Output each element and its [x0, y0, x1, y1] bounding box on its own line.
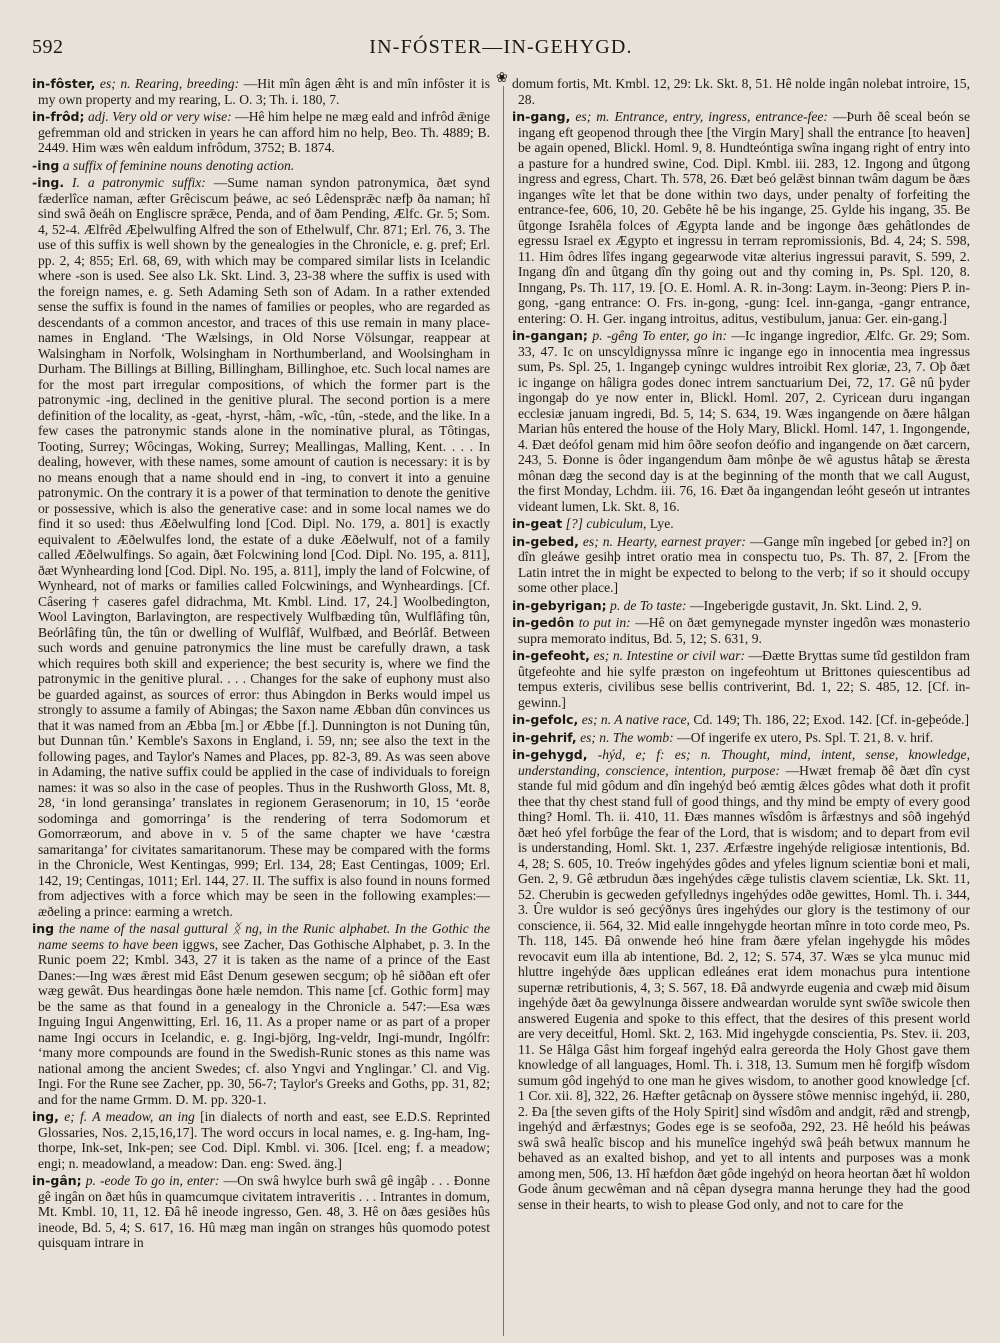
entry-headword: ing,: [32, 1109, 59, 1124]
entry-text: Cd. 149; Th. 186, 22; Exod. 142. [Cf. in-geþeóde.]: [693, 712, 970, 727]
entry-text: —Of ingerife ex utero, Ps. Spl. T. 21, 8. v. hrif.: [677, 729, 934, 745]
entry-text: —Hit mîn âgen æ̂ht is and mîn infôster it is my own property and my rearing, L. O. 3; Th. i. 180, 7.: [38, 76, 490, 107]
entry-grammar: to put in:: [578, 615, 631, 630]
dictionary-entry: [32, 1173, 490, 1251]
entry-headword: in-frôd;: [32, 109, 85, 124]
entry-grammar: es; m. Entrance, entry, ingress, entrance-fee:: [575, 109, 828, 124]
entry-grammar: [?] cubiculum,: [565, 516, 647, 531]
dictionary-entry: [512, 109, 970, 326]
dictionary-entry: [32, 76, 490, 107]
entry-headword: -ing: [32, 157, 60, 173]
entry-headword: in-gefolc,: [512, 712, 579, 727]
entry-headword: in-gedôn: [512, 615, 575, 630]
entry-headword: in-geat: [512, 516, 563, 531]
entry-grammar: -hýd, e; f: es; n. Thought, mind, intent, sense, knowledge, understanding, conscience, intention, purpose:: [518, 747, 970, 778]
page-header: [32, 36, 970, 72]
entry-grammar: adj. Very old or very wise:: [87, 109, 232, 124]
printer-mark-icon: ❀: [496, 71, 508, 86]
dictionary-entry: [32, 921, 490, 1107]
entry-text: [in dialects of north and east, see E.D.S. Reprinted Glossaries, Nos. 2,15,16,17]. The word occurs in local names, e. g. Ing-ham, Ing-thorpe, Ink-set, Ink-pen; see Cod. Dipl. Kmbl. vi. 306. [Icel. eng; f. a meadow; engi; n. meadowland, a meadow: Dan. eng: Swed. äng.]: [38, 1109, 490, 1171]
entry-text: iggws, see Zacher, Das Gothische Alphabet, p. 3. In the Runic poem 22; Kmbl. 343, 27 it is taken as the name of a prince of the East Danes:—Ing wæs ǣrest mid Eâst Denum gesewen secgum; oþ hê siððan eft ofer wæg gewât. Ðus heardingas ðone hæle nemdon. This name [cf. Gothic form] may be the same as that found in a genealogy in the Chronicle a. 547:—Esa wæs Inguing Ingui Angenwitting, Erl. 16, 11. As a proper name or as part of a proper name Ingi occurs in Icelandic, e. g. Ingi-björg, Ing-veldr, Ingi-mundr, Ingólfr: ‘many more compounds are found in the Swedish-Runic stones as this name was national among the ancient Swedes; cf. also Yngvi and Ynglingar.’ Cl. and Vig. Ingi. For the Rune see Zacher, pp. 30, 56-7; Taylor's Greeks and Goths, pp. 31, 82; and for the name Grmm. D. M. pp. 320-1.: [38, 936, 490, 1107]
dictionary-entry: [512, 516, 970, 532]
entry-grammar: I. a patronymic suffix:: [71, 175, 206, 190]
entry-headword: in-gang,: [512, 109, 571, 124]
entry-headword: in-gebed,: [512, 533, 579, 549]
entry-text: —Ic ingange ingredior, Ælfc. Gr. 29; Som. 33, 47. Ic on unscyldignyssa mînre ic ingange ego in innocentia mea ingressus sum, Ps. Spl. 25, 1. Ingangeþ cyningc wuldres introibit Rex gloriæ, 23, 7. Oþ ðæt ic ingange on hâligra godes donec intrem sanctuarium Dei, 72, 17. Gê nû þyder ingongaþ do ye now enter in, Blickl. Homl. 207, 2. Cyricean duru ingangan ecclesiæ januam ingredi, Bd. 5, 14; S. 634, 19. Wæs ingangende on ðære hâlgan Marian hûs entered the house of the Holy Mary, Blickl. Homl. 147, 1. Ingongende, 4. Ðæt deófol genam mid him ôðre seofon deófio and ingangende on ðæt carcern, 243, 5. Ðonne is ôder ingangendum ðam mônþe ðe wê agustus hâtaþ se ǣresta mônan dæg the second day is at the beginning of the month that we call August, the first Monday, Lchdm. iii. 76, 16. Ðæt ða ingangendan leóht geseón ut intrantes videant lumen, Lk. Skt. 8, 16.: [518, 328, 970, 514]
entry-text: —Gange mîn ingebed [or gebed in?] on dîn gleáwe gesihþ intret oratio mea in conspectu tuo, Ps. Th. 87, 2. [From the Latin intret the in might be expected to belong to the verb; if so it should occupy some other place.]: [518, 533, 970, 595]
entry-headword: in-gangan;: [512, 328, 588, 343]
dictionary-entry: [32, 1109, 490, 1171]
entry-headword: ing: [32, 921, 55, 936]
dictionary-entry: [32, 109, 490, 156]
entry-text: —Sume naman syndon patronymica, ðæt synd fæderlîce naman, æfter Grêciscum þeáwe, ac seó Lêdensprǣc næfþ ða naman; hî sind swâ ðeáh on Engliscre sprǣce, Penda, and of ðam Pending, Ælfc. Gr. 5; Som. 4, 52-4. Ælfrêd Æþelwulfing Alfred the son of Ethelwulf, Chr. 871; Erl. 76, 3. The use of this suffix is well shown by the genealogies in the Chronicle, e. g. pref; Erl. pp. 2, 4; 855; Erl. 68, 69, with which may be compared similar lists in Icelandic where -son is used. See also Lk. Skt. Lind. 3, 23-38 where the suffix is used with the foreign names, e. g. Seth Adaming Seth son of Adam. In a rather extended sense the suffix is found in the names of families or peoples, who are regarded as descendants of a common ancestor, and traces of this use remain in many place-names in England. ‘The Wælsings, in Old Norse Völsungar, reappear at Walsingham in Norfolk, Wolsingham in Northumberland, and Woolsingham in Durham. The Billings at Billing, Billingham, Billinghoe, etc. Such local names are for the most part irregular compositions, of which the former part is the patronymic -ing, declined in the genitive plural. The second portion is a mere definition of the locality, as -geat, -hyrst, -hâm, -wîc, -tûn, -stede, and the like. In a few cases the patronymic stands alone in the nominative plural, as Tôtingas, Tooting, Surrey; Wôcingas, Woking, Surrey; Meallingas, Malling, Kent. . . . In dealing, however, with these names, some amount of caution is necessary: it is by no means enough that a name should end in -ing, to convert it into a genuine patronymic. On the contrary it is a power of that termination to denote the genitive or possessive, which is also the generative case: and in some local names we do find it so used: thus Æðelwulfing lond [Cod. Dipl. No. 179, a. 801] is exactly equivalent to Æðelwulfes lond, the estate of a duke Æðelwulf, not of a family called Æðelwulfings. So again, ðæt Folcwining lond [Cod. Dipl. No. 195, a. 811], ðæt Wynhearding lond [Cod. Dipl. No. 195, a. 811], imply the land of Folcwine, of Wynheard, not of marks or families called Folcwinings, and Wynheardings. [Cf. Câsering † caseres gafel didrachma, Mt. Kmbl. Lind. 17, 24.] Woolbedington, Wool Lavington, Barlavington, are respectively Wulfbæding tûn, Wulflâfing tûn, Beórlâfing tûn, the tûn or dwelling of Wulflâf, Wulfbæd, and Beórlâf. Between such words and genuine patronymics the line must be carefully drawn, a task which requires both skill and experience; the best security is, where we find the patronymic in the genitive plural. . . . Changes for the sake of euphony must also be guarded against, as sources of error: thus Abingdon in Berks would impel us strongly to assume a family of Abingas; the Saxon name Æbban dûn convinces us that it was named from an Æbba [m.] or Æbbe [f.]. Dunnington is not Duning tûn, but Dunnan tûn.’ Kemble's Saxons in England, i. 59, nn; see also the text in the following pages, and Taylor's Names and Places, pp. 82-3, 89. As was seen above in Adaming, the native suffix could be applied in the case of individuals to foreign names: it was so also in the case of peoples. Thus in the Rushworth Gloss, Mt. 8, 28, ‘in lond geransinga’ translates in regionem Gerasenorum; in 10, 15 ‘eorðe sodominga and gomorringa’ is the rendering of terra Sodomorum et Gomorræorum, and above in v. 5 of the same chapter we have ‘cæstra samaritanga’ for civitates samaritanorum. These may be compared with the forms in the Chronicle, West Kentingas, 999; Erl. 134, 28; East Centingas, 1009; Erl. 142, 19; Centingas, 1011; Erl. 144, 27. II. The suffix is also found in nouns formed from adjectives with a force which may be seen in the following examples:—æðeling a prince: earming a wretch.: [38, 175, 490, 919]
entry-headword: in-gehygd,: [512, 747, 588, 762]
entry-grammar: a suffix of feminine nouns denoting action.: [62, 157, 295, 173]
entry-grammar: es; n. Hearty, earnest prayer:: [582, 533, 746, 549]
entry-text: —Hê on ðæt gemynegade mynster ingedôn wæs monasterio supra memorato inditus, Bd. 5, 12; S. 631, 9.: [518, 615, 970, 646]
entry-text: domum fortis, Mt. Kmbl. 12, 29: Lk. Skt. 8, 51. Hê nolde ingân nolebat introire, 15, 28.: [512, 76, 970, 107]
entry-text: —Ðætte Bryttas sume tîd gestildon fram ûtgefeohte and hie sylfe præston on ingefeohtum ut Brittones quiescentibus ad tempus exteris, civilibus sese bellis contriverint, Bd. 1, 22; S. 485, 12. [Cf. in-gewinn.]: [518, 648, 970, 710]
entry-headword: in-gefeoht,: [512, 648, 590, 663]
entry-headword: in-fôster,: [32, 76, 96, 91]
page-title: IN-FÓSTER—IN-GEHYGD.: [369, 36, 633, 58]
right-column: [512, 76, 970, 1338]
entry-grammar: es; n. The womb:: [580, 729, 674, 745]
entry-text: Lye.: [649, 516, 674, 531]
dictionary-entry: [512, 648, 970, 710]
entry-text: —Hwæt fremaþ ðê ðæt dîn cyst stande ful mid gôdum and dîn ingehýd beó æmtig ǣlces gôdes what doth it profit thee that thy chest stand full of good things, and thy mind be empty of every good thing? Homl. Th. ii. 410, 11. Ðæs mannes wîsdôm is ârfæstnys and sôð ingehýd ðæt heó yfel forbûge the fear of the Lord, that is wisdom; and to depart from evil is understanding, Homl. Skt. 1, 237. Ærfæstre ingehýde religiosæ intentionis, Bd. 4, 28; S. 605, 10. Treów ingehýdes gôdes and yfeles lignum scientiæ boni et mali, Gen. 2, 9. Gê ætbrudun ðæs ingehýdes cǣge tulistis clavem scientiæ, Lk. Skt. 11, 52. Cherubin is gecweden gefyllednys ingehýdes odðe gewittes, Homl. Th. i. 344, 3. Ûre wuldor is seó gecýðnys ûres ingehýdes our glory is the testimony of our conscience, ii. 564, 32. Mid ealle inngehygde heortan mînre in toto corde meo, Ps. Th. 118, 145. Ðâ onwende heó hine fram ðære yfelan ingehygde his môdes revocavit eum illa ab intentione, Bd. 2, 12; S. 574, 37. Wæs se ylca munuc mid hluttre ingehýde ðæs upplican edleánes erat idem monachus pura intentione supernæ retributionis, 4, 3; S. 567, 18. Ðâ andwyrde eugenia and cwæþ mid ðisum ingehýde ðæt ða gewylnunga ðissere andweardan woruldе synt swîðe swicole then answered Eugenia and spoke to this effect, that the desires of this present world are very deceitful, Homl. Skt. 2, 163. Mid ingehygde conscientia, Ps. Stev. ii. 203, 11. Se Hâlga Gâst him forgeaf ingehýd ealra gereorda the Holy Ghost gave them knowledge of all languages, Homl. Th. i. 318, 13. Sumum men hê forgifþ wîsdom sumum gôd ingehýd to one man he gives wisdom, to another good knowledge [cf. 1 Cor. xii. 8], 322, 26. Hæfter getâcnaþ on ðyssere stôwe mennisc ingehýd, ii. 280, 2. Ða [the seven gifts of the Holy Spirit] sind wîsdôm and andgit, rǣd and strengþ, ingehýd and ǣrfæstnys; Godes ege is se seofoða, 292, 23. Hê heóld his þeáwas swâ swâ healîc biscop and his munelîce ingehýd swâ þeáh betwux mannum he behaved as an exalted bishop, and yet to all intents and purposes was a monk among men, 506, 13. Hî hæfdon ðæt gôde ingehýd on heora heortan ðæt hî woldon Gode ânum gecwêman and nâ cêpan dysegra manna herunge they had the good sense in their hearts, to wish to please God only, and not to care for the: [518, 762, 970, 1212]
entry-headword: in-gân;: [32, 1173, 82, 1188]
entry-headword: in-gehrif,: [512, 729, 577, 745]
entry-text: —Þurh ðê sceal beón se ingang eft geopenod through thee [the Virgin Mary] shall the entrance [to heaven] be again opened, Blickl. Homl. 9, 8. Hundteóntiga swîna ingang right of entry into a pasture for a hundred swine, Cod. Dipl. Kmbl. iii. 283, 12. Ingong and ûtgong ingress and egress, Chart. Th. 578, 26. Ðæt beó gelǣst binnan twâm dagum be ðæs inganges wîte let that be done within two days, under penalty of forfeiting the entrance-fee, 606, 10, 20. Gebête hê be his ingange, 25. Gylde his ingang, 35. Be ûtgonge Israhêla folces of Ægypta lande and be ingonge ðæs gehâtlondes de egressu Israel ex Ægypto et ingressu in terram repromissionis, Bd. 4, 24; S. 598, 11. Him ôdres lîfes ingang gegearwode vitæ alterius ingressui paravit, S. 599, 2. Ingang dîn and ûtgang dîn thy going out and thy coming in, Ps. Spl. 120, 8. Inngang, Ps. Th. 117, 19. [O. E. Homl. A. R. in-3ong: Laym. in-3eong: Piers P. in-gong, -gang entrance: O. Frs. in-gong, -gung: Icel. inn-ganga, -gangr entrance, entering: O. H. Ger. ingang introitus, aditus, vestibulum, janua: Ger. ein-gang.]: [518, 109, 970, 326]
dictionary-entry: [512, 712, 970, 728]
entry-grammar: p. de To taste:: [610, 597, 687, 613]
dictionary-entry: [512, 615, 970, 646]
dictionary-entry: [32, 158, 490, 174]
entry-grammar: the name of the nasal guttural ᛝ ng, in the Runic alphabet. In the Gothic the name seems to have been: [38, 921, 490, 952]
dictionary-entry: [32, 175, 490, 919]
entry-grammar: es; n. A native race,: [581, 712, 690, 727]
entry-headword: -ing.: [32, 175, 65, 190]
entry-grammar: e; f. A meadow, an ing: [64, 1109, 195, 1124]
entry-text: —Hê him helpe ne mæg eald and infrôd ǣnige gefremman old and stricken in years he can afford him no help, Beo. Th. 4889; B. 2449. Him wæs wên ealdum infrôdum, 3752; B. 1874.: [38, 109, 490, 155]
entry-headword: in-gebyrigan;: [512, 597, 607, 613]
entry-grammar: es; n. Intestine or civil war:: [593, 648, 746, 663]
dictionary-entry: [512, 76, 970, 107]
entry-grammar: p. -gêng To enter, go in:: [592, 328, 727, 343]
entry-grammar: p. -eode To go in, enter:: [85, 1173, 220, 1188]
entry-text: —On swâ hwylce burh swâ gê ingâþ . . . Ðonne gê ingân on ðæt hûs in quamcumque civitatem intraveritis . . . Intrantes in domum, Mt. Kmbl. 10, 11, 12. Ðâ hê ineode ingresso, Gen. 48, 3. Hê on ðæs gesiðes hûs ineode, Bd. 5, 4; S. 617, 16. Hû mæg man ingân on stranges hûs quomodo potest quisquam intrare in: [38, 1173, 490, 1250]
page-number: 592: [32, 36, 64, 58]
dictionary-entry: [512, 747, 970, 1212]
column-divider: [503, 78, 504, 1336]
left-column: [32, 76, 490, 1338]
entry-grammar: es; n. Rearing, breeding:: [99, 76, 240, 91]
dictionary-entry: [512, 730, 970, 746]
dictionary-entry: [512, 598, 970, 614]
dictionary-entry: [512, 534, 970, 596]
dictionary-entry: [512, 328, 970, 514]
entry-text: —Ingeberigde gustavit, Jn. Skt. Lind. 2, 9.: [689, 597, 922, 613]
